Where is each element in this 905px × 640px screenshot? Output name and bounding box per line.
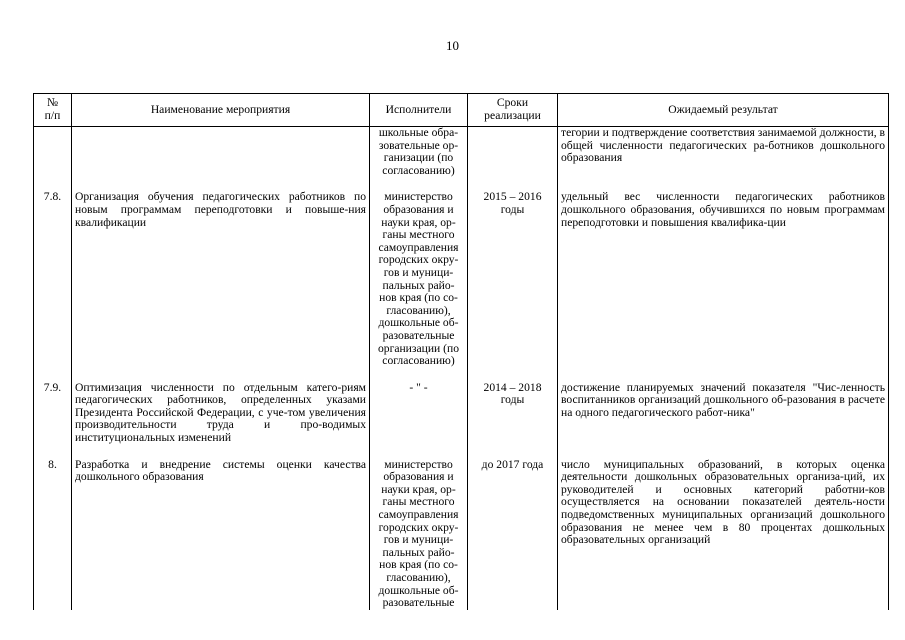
row-term: до 2017 года [468,459,558,610]
page-number: 10 [446,38,459,53]
row-expected-result: достижение планируемых значений показателя "Чис-ленность воспитанников организаций дошкольного об-разования в расчете на одного педагогического работ-ника" [558,382,889,445]
row-executors: министерство образования и науки края, ор- ганы местного самоуправления городских окру- гов и муници- пальных райо- нов края (по со- гласованию), дошкольные об- разовательные [370,459,468,610]
header-expected-result: Ожидаемый результат [558,94,889,127]
table-row [34,127,889,178]
table-row [34,191,889,367]
row-activity-name [72,127,370,178]
header-executors: Исполнители [370,94,468,127]
row-executors: школьные обра- зовательные ор- ганизации (по согласованию) [370,127,468,178]
row-number: 7.9. [34,382,72,445]
activities-table [33,93,889,610]
row-term: 2015 – 2016 годы [468,191,558,367]
row-activity-name: Разработка и внедрение системы оценки качества дошкольного образования [72,459,370,610]
header-activity-name: Наименование мероприятия [72,94,370,127]
row-term: 2014 – 2018 годы [468,382,558,445]
row-expected-result: тегории и подтверждение соответствия занимаемой должности, в общей численности педагогических ра-ботников дошкольного образования [558,127,889,178]
table-row [34,382,889,445]
table-row [34,459,889,610]
row-activity-name: Оптимизация численности по отдельным катего-риям педагогических работников, определенных указами Президента Российской Федерации, с уче-том увеличения производительности труда и про-водимых институциональных изменений [72,382,370,445]
row-activity-name: Организация обучения педагогических работников по новым программам переподготовки и повыше-ния квалификации [72,191,370,367]
row-expected-result: число муниципальных образований, в которых оценка деятельности дошкольных образовательных организа-ций, их руководителей и основных категорий работни-ков осуществляется на основании показателей деятель-ности подведомственных муниципальных организаций дошкольного образования не менее чем в 80 процентах дошкольных образовательных организаций [558,459,889,610]
row-expected-result: удельный вес численности педагогических работников дошкольного образования, обучившихся по новым программам переподготовки и повышения квалифика-ции [558,191,889,367]
header-term: Сроки реализации [468,94,558,127]
row-executors: министерство образования и науки края, ор- ганы местного самоуправления городских окру- гов и муници- пальных райо- нов края (по со- гласованию), дошкольные об- разовательные организации (по согласованию) [370,191,468,367]
row-term [468,127,558,178]
row-number: 7.8. [34,191,72,367]
row-number: 8. [34,459,72,610]
row-executors: - " - [370,382,468,445]
header-number: № п/п [34,94,72,127]
table-header-row [34,94,889,127]
row-number [34,127,72,178]
